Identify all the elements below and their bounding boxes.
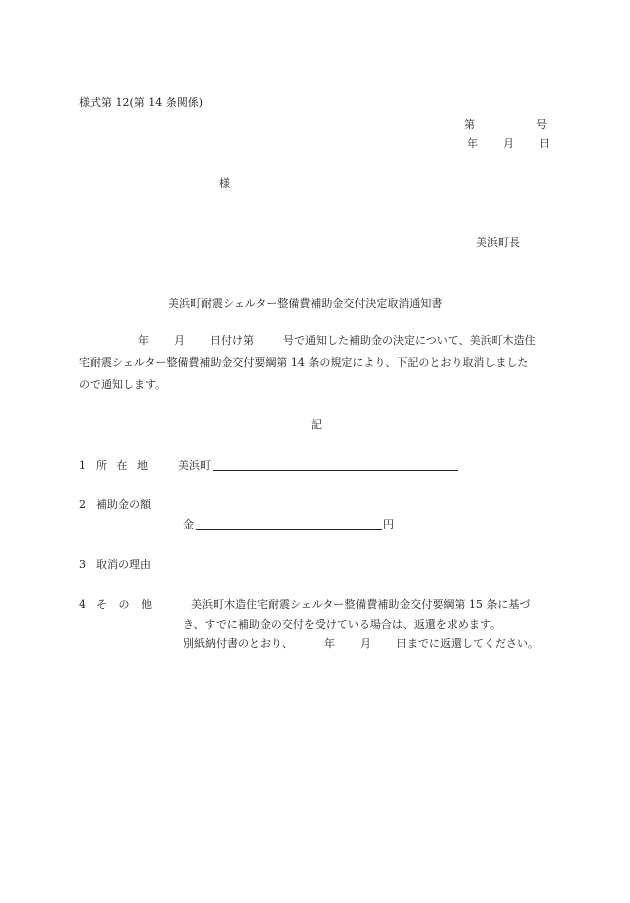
body-year: 年 (138, 334, 149, 347)
sender-name: 美浜町長 (476, 236, 520, 249)
item4-line3-a: 別紙納付書のとおり、 (183, 637, 293, 650)
ki-heading: 記 (311, 418, 322, 431)
form-label: 様式第 12(第 14 条関係) (79, 96, 204, 109)
date-month: 月 (503, 137, 514, 150)
item4-label: そ の 他 (96, 598, 156, 611)
item2-underline (196, 529, 382, 530)
item4-line1: 美浜町木造住宅耐震シェルター整備費補助金交付要綱第 15 条に基づ (191, 598, 531, 611)
item1-label: 所 在 地 (96, 459, 151, 472)
item2-number: 2 (79, 498, 86, 511)
item4-line2: き、すでに補助金の交付を受けている場合は、返還を求めます。 (183, 618, 502, 631)
date-year: 年 (467, 137, 478, 150)
number-prefix: 第 (464, 118, 475, 131)
body-line1-rest: 号で通知した補助金の決定について、美浜町木造住 (283, 334, 536, 347)
body-day-prefix: 日付け第 (210, 334, 254, 347)
body-line2: 宅耐震シェルター整備費補助金交付要綱第 14 条の規定により、下記のとおり取消しました (79, 356, 529, 369)
item2-suffix: 円 (383, 518, 394, 531)
item2-prefix: 金 (183, 518, 194, 531)
document-title: 美浜町耐震シェルター整備費補助金交付決定取消通知書 (168, 297, 443, 310)
item4-number: 4 (79, 598, 86, 611)
item4-line3-b: 日までに返還してください。 (396, 637, 539, 650)
item4-line3-month: 月 (360, 637, 371, 650)
addressee-honorific: 様 (219, 177, 230, 190)
body-month: 月 (174, 334, 185, 347)
date-day: 日 (539, 137, 550, 150)
item1-number: 1 (79, 459, 86, 472)
item4-line3-year: 年 (324, 637, 335, 650)
item1-underline (213, 470, 458, 471)
item2-label: 補助金の額 (96, 498, 151, 511)
body-line3: ので通知します。 (79, 378, 167, 391)
number-suffix: 号 (536, 118, 547, 131)
item3-number: 3 (79, 558, 86, 571)
item3-label: 取消の理由 (96, 558, 151, 571)
item1-value: 美浜町 (178, 459, 211, 472)
